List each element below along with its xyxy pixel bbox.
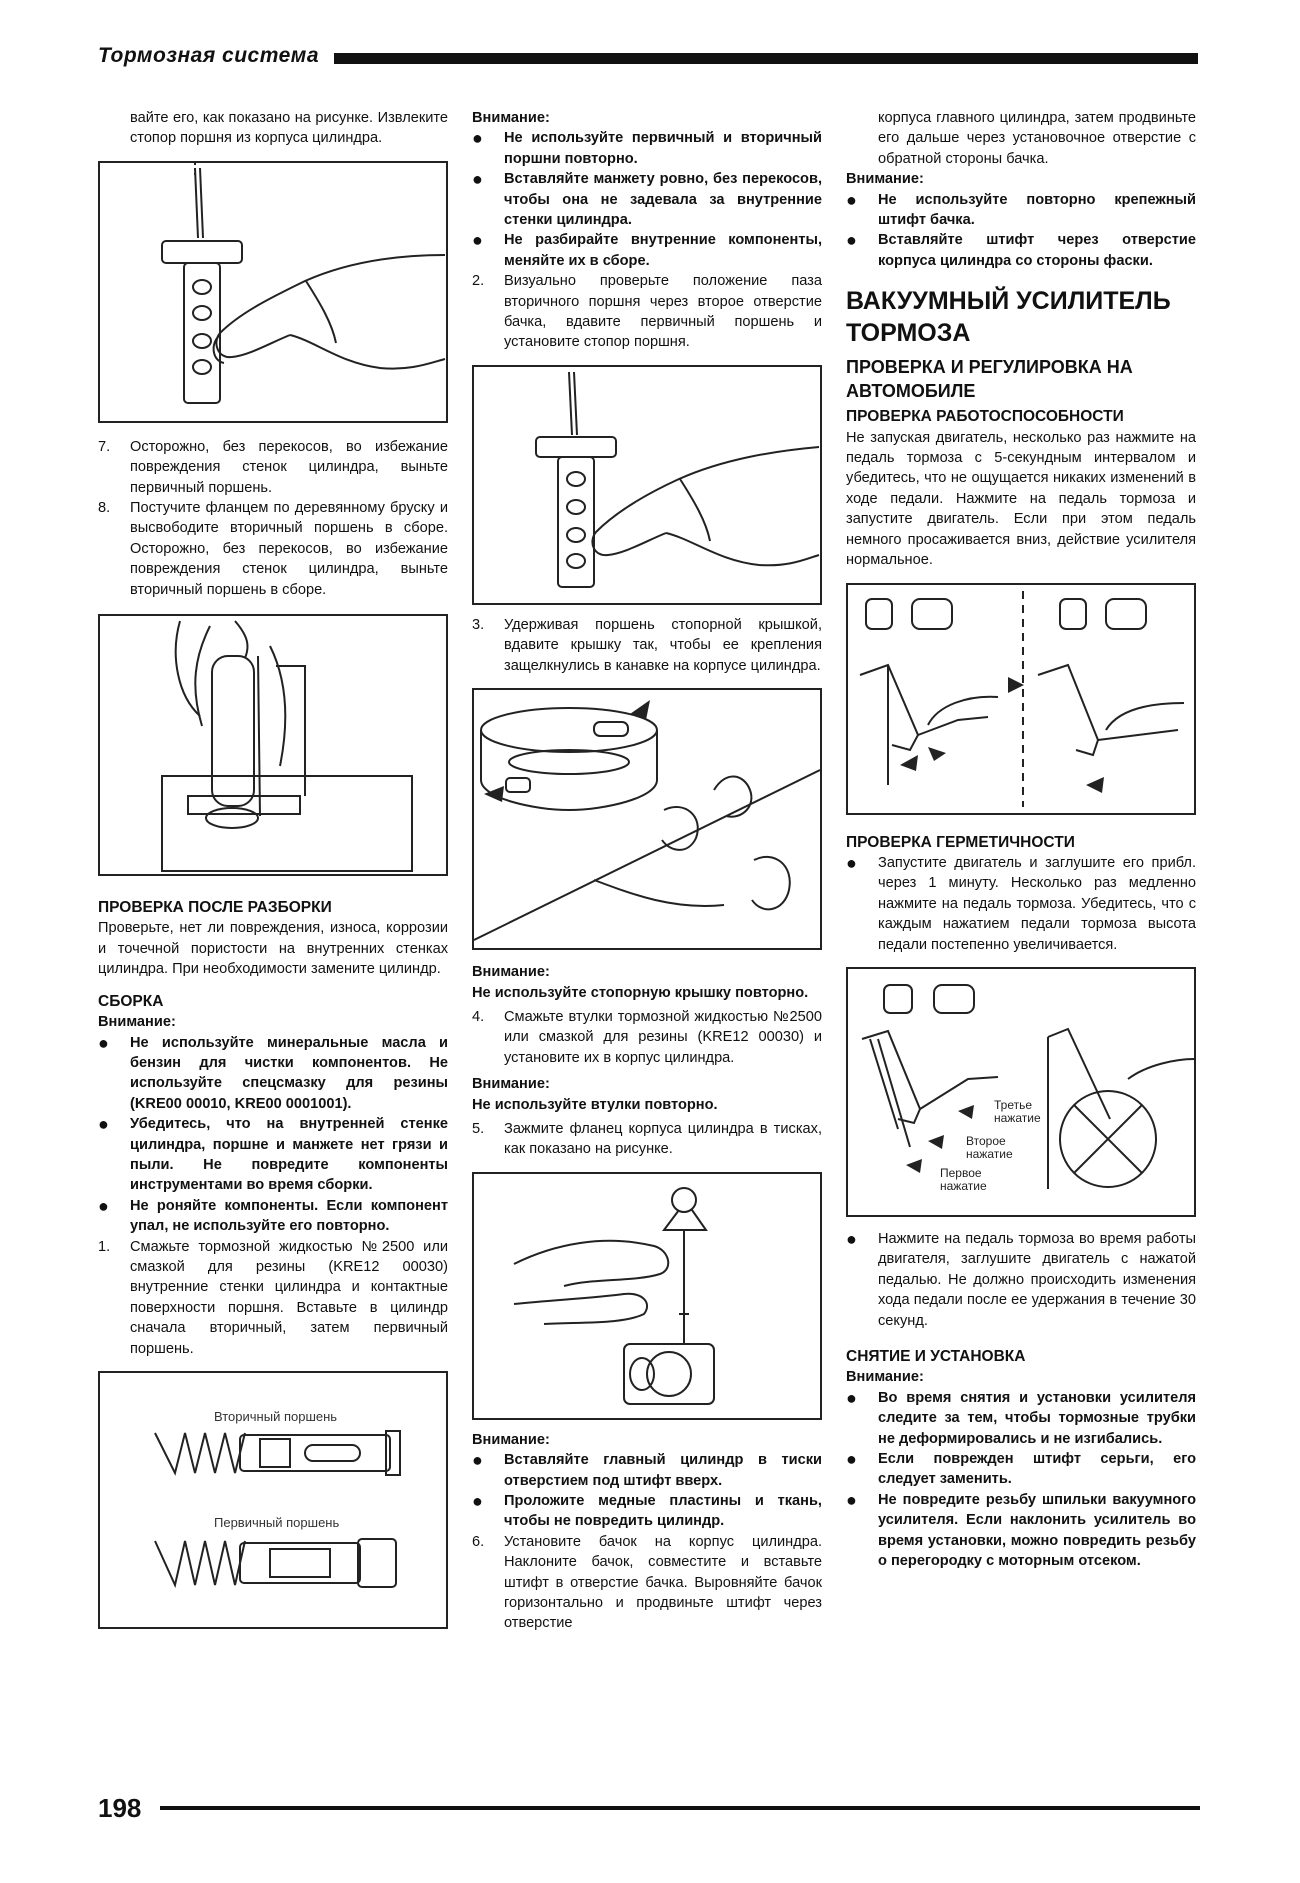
attention-label: Внимание: [98, 1014, 176, 1031]
list-item: 7. Осторожно, без перекосов, во избежание повреждения стенок цилиндра, выньте первичный поршень. [98, 438, 448, 496]
note: Не используйте стопорную крышку повторно. [472, 984, 809, 1001]
figure-label: Вторичный поршень [214, 1409, 338, 1424]
attention-label: Внимание: [846, 171, 924, 188]
illustration [474, 690, 820, 948]
list-item: ● Вставляйте штифт через отверстие корпуса цилиндра со стороны фаски. [846, 230, 1196, 269]
figure-label: Первичный поршень [214, 1515, 340, 1530]
list-item: ● Нажмите на педаль тормоза во время работы двигателя, заглушите двигатель с нажатой педалью. Не должно происходить изменения хода педали после ее удержания в течение 30 секунд. [846, 1228, 1196, 1329]
illustration [474, 367, 820, 603]
list-item: 3. Удерживая поршень стопорной крышкой, вдавите крышку так, чтобы ее крепления защелкнулись в канавке на корпусе цилиндра. [472, 616, 822, 674]
illustration [848, 585, 1194, 813]
section-heading: СНЯТИЕ И УСТАНОВКА [846, 1347, 1026, 1365]
paragraph: Проверьте, нет ли повреждения, износа, коррозии и точечной пористости на внутренних стенках цилиндра. При необходимости замените цилиндр. [98, 920, 448, 978]
list-item: ● Не разбирайте внутренние компоненты, меняйте их в сборе. [472, 230, 822, 269]
list-item: ● Не используйте минеральные масла и бензин для чистки компонентов. Не используйте спецсмазку для резины (KRE00 00010, KRE00 0001001). [98, 1032, 448, 1112]
list-item: ● Не повредите резьбу шпильки вакуумного усилителя. Если наклонить усилитель во время установки, можно повредить резьбу о перегородку с моторным отсеком. [846, 1489, 1196, 1570]
note: Не используйте втулки повторно. [472, 1096, 718, 1113]
footer-rule [160, 1806, 1200, 1810]
list-item: ● Не роняйте компоненты. Если компонент упал, не используйте его повторно. [98, 1195, 448, 1235]
illustration [100, 616, 446, 874]
column-2 [472, 108, 822, 1634]
figure-piston-stopper-removal [98, 161, 448, 423]
illustration [848, 969, 1194, 1215]
list-item: ● Вставляйте главный цилиндр в тиски отверстием под штифт вверх. [472, 1450, 822, 1489]
page-header [98, 44, 1198, 74]
illustration [100, 163, 446, 421]
section-title: Тормозная система [98, 44, 320, 67]
paragraph: Не запуская двигатель, несколько раз нажмите на педаль тормоза с 5-секундным интервалом и убедитесь, что не ощущается никаких изменений в ходе педали. Нажмите на педаль тормоза и запустите двигатель. Если при этом педаль немного просаживается вниз, действие усилителя нормальное. [846, 429, 1196, 569]
list-item: 1. Смажьте тормозной жидкостью №2500 или смазкой для резины (KRE12 00030) внутренние стенки цилиндра и контактные поверхности поршня. Вставьте в цилиндр сначала вторичный, затем первичный поршень. [98, 1238, 448, 1357]
figure-vise-pin [472, 1172, 822, 1420]
attention-label: Внимание: [846, 1369, 924, 1386]
list-item: ● Вставляйте манжету ровно, без перекосов, чтобы она не задевала за внутренние стенки цилиндра. [472, 169, 822, 229]
attention-label: Внимание: [472, 964, 550, 981]
section-heading: ПРОВЕРКА ГЕРМЕТИЧНОСТИ [846, 833, 1075, 851]
list-item: 5. Зажмите фланец корпуса цилиндра в тисках, как показано на рисунке. [472, 1120, 822, 1158]
chapter-title: ВАКУУМНЫЙ УСИЛИТЕЛЬ ТОРМОЗА [846, 287, 1171, 348]
figure-booster-function [846, 583, 1196, 815]
section-heading: ПРОВЕРКА РАБОТОСПОСОБНОСТИ [846, 408, 1124, 426]
attention-label: Внимание: [472, 110, 550, 126]
column-1 [98, 108, 448, 1629]
section-title: ПРОВЕРКА И РЕГУЛИРОВКА НА АВТОМОБИЛЕ [846, 357, 1133, 402]
page-number: 198 [98, 1793, 142, 1823]
figure-flange-wood-block [98, 614, 448, 876]
illustration [474, 1174, 820, 1418]
list-item: ● Если поврежден штифт серьги, его следует заменить. [846, 1449, 1196, 1488]
illustration [100, 1373, 446, 1627]
attention-label: Внимание: [472, 1431, 550, 1448]
paragraph: вайте его, как показано на рисунке. Извлеките стопор поршня из корпуса цилиндра. [130, 110, 448, 147]
list-item: ● Проложите медные пластины и ткань, чтобы не повредить цилиндр. [472, 1490, 822, 1530]
list-item: 8. Постучите фланцем по деревянному бруску и высвободите вторичный поршень в сборе. Осторожно, без перекосов, во избежание повреждения стенок цилиндра, выньте вторичный поршень в сборе. [98, 500, 448, 598]
list-item: 6. Установите бачок на корпус цилиндра. Наклоните бачок, совместите и вставьте штифт в отверстие бачка. Выровняйте бачок горизонтально и продвиньте штифт через отверстие [472, 1533, 822, 1632]
callout-third: Третье нажатие [994, 1097, 1041, 1125]
section-heading: СБОРКА [98, 992, 164, 1010]
list-item: ● Не используйте первичный и вторичный поршни повторно. [472, 128, 822, 167]
figure-piston-stopper-install [472, 365, 822, 605]
callout-second: Второе нажатие [966, 1133, 1013, 1161]
section-heading: ПРОВЕРКА ПОСЛЕ РАЗБОРКИ [98, 899, 332, 917]
list-item: 2. Визуально проверьте положение паза вторичного поршня через второе отверстие бачка, вдавите первичный поршень и установите стопор поршня. [472, 273, 822, 351]
header-rule [334, 53, 1198, 64]
list-item: ● Убедитесь, что на внутренней стенке цилиндра, поршне и манжете нет грязи и пыли. Не повредите компоненты инструментами во время сборки. [98, 1114, 448, 1194]
list-item: ● Не используйте повторно крепежный штифт бачка. [846, 189, 1196, 229]
figure-stopper-cap [472, 688, 822, 950]
list-item: 4. Смажьте втулки тормозной жидкостью №2500 или смазкой для резины (KRE12 00030) и установите их в корпус цилиндра. [472, 1008, 822, 1066]
figure-pedal-strokes [846, 967, 1196, 1217]
paragraph: корпуса главного цилиндра, затем продвиньте его дальше через установочное отверстие с обратной стороны бачка. [878, 110, 1196, 167]
attention-label: Внимание: [472, 1076, 550, 1093]
list-item: ● Запустите двигатель и заглушите его прибл. через 1 минуту. Несколько раз медленно нажмите на педаль тормоза. Убедитесь, что с каждым нажатием педали тормоза высота педали постепенно увеличивается. [846, 852, 1196, 953]
callout-first: Первое нажатие [940, 1165, 987, 1193]
list-item: ● Во время снятия и установки усилителя следите за тем, чтобы тормозные трубки не деформировались и не изгибались. [846, 1387, 1196, 1447]
column-3 [846, 108, 1196, 1571]
figure-pistons [98, 1371, 448, 1629]
